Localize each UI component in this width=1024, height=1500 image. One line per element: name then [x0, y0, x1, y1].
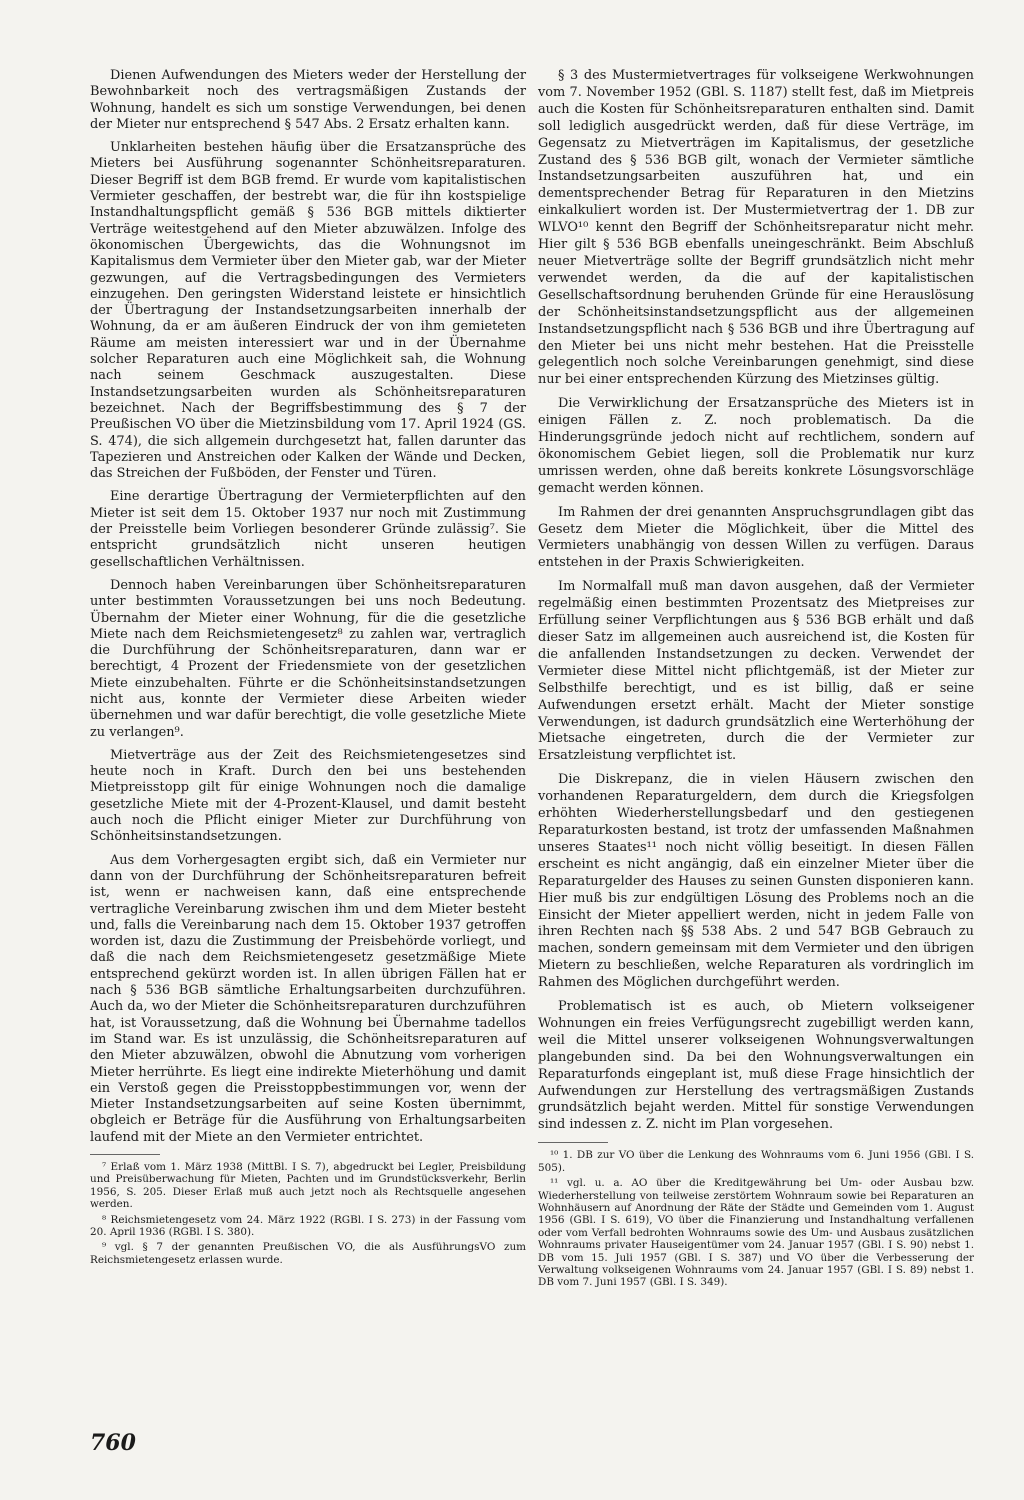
paragraph: Problematisch ist es auch, ob Mietern volkseigener Wohnungen ein freies Verfügungsrecht zugebilligt werden kann, weil die Mittel unserer volkseigenen Wohnungsverwaltungen plangebunden sind. Da bei den Wohnungsverwaltungen ein Reparaturfonds eingeplant ist, muß diese Frage hinsichtlich der Aufwendungen zur Herstellung des vertragsmäßigen Zustands grundsätzlich bejaht werden. Mittel für sonstige Verwendungen sind indessen z. Z. nicht im Plan vorgesehen. — [538, 999, 974, 1133]
paragraph: Im Rahmen der drei genannten Anspruchsgrundlagen gibt das Gesetz dem Mieter die Möglichkeit, über die Mittel des Vermieters unabhängig von dessen Willen zu verfügen. Daraus entstehen in der Praxis Schwierigkeiten. — [538, 504, 974, 571]
paragraph: Dennoch haben Vereinbarungen über Schönheitsreparaturen unter bestimmten Voraussetzungen bei uns noch Bedeutung. Übernahm der Mieter einer Wohnung, für die die gesetzliche Miete nach dem Reichsmietengesetz⁸ zu zahlen war, vertraglich die Durchführung der Schönheitsreparaturen, dann war er berechtigt, 4 Prozent der Friedensmiete von der gesetzlichen Miete einzubehalten. Führte er die Schönheitsinstandsetzungen nicht aus, konnte der Vermieter diese Arbeiten wieder übernehmen und war dafür berechtigt, die volle gesetzliche Miete zu verlangen⁹. — [90, 577, 526, 740]
right-column — [538, 68, 974, 1292]
footnote: ⁸ Reichsmietengesetz vom 24. März 1922 (RGBl. I S. 273) in der Fassung vom 20. April 1936 (RGBl. I S. 380). — [90, 1213, 526, 1239]
left-column — [90, 68, 526, 1269]
footnote: ⁷ Erlaß vom 1. März 1938 (MittBl. I S. 7), abgedruckt bei Legler, Preisbildung und Preisüberwachung für Mieten, Pachten und im Grundstücksverkehr, Berlin 1956, S. 205. Dieser Erlaß muß auch jetzt noch als Rechtsquelle angesehen werden. — [90, 1161, 526, 1211]
page-number: 760 — [90, 1430, 136, 1456]
paragraph: Dienen Aufwendungen des Mieters weder der Herstellung der Bewohnbarkeit noch des vertragsmäßigen Zustands der Wohnung, handelt es sich um sonstige Verwendungen, bei denen der Mieter nur entsprechend § 547 Abs. 2 Ersatz erhalten kann. — [90, 68, 526, 132]
footnote-divider — [90, 1154, 160, 1155]
paragraph: Im Normalfall muß man davon ausgehen, daß der Vermieter regelmäßig einen bestimmten Prozentsatz des Mietpreises zur Erfüllung seiner Verpflichtungen aus § 536 BGB erhält und daß dieser Satz im allgemeinen auch ausreichend ist, die Kosten für die anfallenden Instandsetzungen zu decken. Verwendet der Vermieter diese Mittel nicht pflichtgemäß, ist der Mieter zur Selbsthilfe berechtigt, und es ist billig, daß er seine Aufwendungen ersetzt erhält. Macht der Mieter sonstige Verwendungen, ist dadurch grundsätzlich eine Werterhöhung der Mietsache eingetreten, durch die der Vermieter zur Ersatzleistung verpflichtet ist. — [538, 579, 974, 764]
paragraph: Unklarheiten bestehen häufig über die Ersatzansprüche des Mieters bei Ausführung sogenannter Schönheitsreparaturen. Dieser Begriff ist dem BGB fremd. Er wurde vom kapitalistischen Vermieter geschaffen, der bestrebt war, die für ihn kostspielige Instandhaltungspflicht gemäß § 536 BGB mittels diktierter Verträge weitestgehend auf den Mieter abzuwälzen. Infolge des ökonomischen Übergewichts, das die Wohnungsnot im Kapitalismus dem Vermieter über den Mieter gab, war der Mieter gezwungen, auf die Vertragsbedingungen des Vermieters einzugehen. Den geringsten Widerstand leistete er hinsichtlich der Übertragung der Instandsetzungsarbeiten innerhalb der Wohnung, da er am äußeren Eindruck der von ihm gemieteten Räume am meisten interessiert war und in der Übernahme solcher Reparaturen auch eine Möglichkeit sah, die Wohnung nach seinem Geschmack auszugestalten. Diese Instandsetzungsarbeiten wurden als Schönheitsreparaturen bezeichnet. Nach der Begriffsbestimmung des § 7 der Preußischen VO über die Mietzinsbildung vom 17. April 1924 (GS. S. 474), die sich allgemein durchgesetzt hat, fallen darunter das Tapezieren und Anstreichen oder Kalken der Wände und Decken, das Streichen der Fußböden, der Fenster und Türen. — [90, 140, 526, 482]
paragraph: Mietverträge aus der Zeit des Reichsmietengesetzes sind heute noch in Kraft. Durch den bei uns bestehenden Mietpreisstopp gilt für einige Wohnungen noch die damalige gesetzliche Miete mit der 4-Prozent-Klausel, und damit besteht auch noch die Pflicht einiger Mieter zur Durchführung von Schönheitsinstandsetzungen. — [90, 747, 526, 845]
paragraph: Die Verwirklichung der Ersatzansprüche des Mieters ist in einigen Fällen z. Z. noch problematisch. Da die Hinderungsgründe jedoch nicht auf rechtlichem, sondern auf ökonomischem Gebiet liegen, soll die Problematik nur kurz umrissen werden, ohne daß bereits konkrete Lösungsvorschläge gemacht werden können. — [538, 396, 974, 496]
footnote: ⁹ vgl. § 7 der genannten Preußischen VO, die als AusführungsVO zum Reichsmietengesetz erlassen wurde. — [90, 1241, 526, 1266]
paragraph: § 3 des Mustermietvertrages für volkseigene Werkwohnungen vom 7. November 1952 (GBl. S. 1187) stellt fest, daß im Mietpreis auch die Kosten für Schönheitsreparaturen enthalten sind. Damit soll lediglich ausgedrückt werden, daß für diese Verträge, im Gegensatz zu Mietverträgen im Kapitalismus, der gesetzliche Zustand des § 536 BGB gilt, wonach der Vermieter sämtliche Instandsetzungsarbeiten auszuführen hat, und ein dementsprechender Betrag für Reparaturen in den Mietzins einkalkuliert worden ist. Der Mustermietvertrag der 1. DB zur WLVO¹⁰ kennt den Begriff der Schönheitsreparatur nicht mehr. Hier gilt § 536 BGB ebenfalls uneingeschränkt. Beim Abschluß neuer Mietverträge sollte der Begriff grundsätzlich nicht mehr verwendet werden, da die auf der kapitalistischen Gesellschaftsordnung beruhenden Gründe für eine Herauslösung der Schönheitsinstandsetzungspflicht aus der allgemeinen Instandsetzungspflicht nach § 536 BGB und ihre Übertragung auf den Mieter bei uns nicht mehr bestehen. Hat die Preisstelle gelegentlich noch solche Vereinbarungen genehmigt, sind diese nur bei einer entsprechenden Kürzung des Mietzinses gültig. — [538, 68, 974, 388]
footnote: ¹⁰ 1. DB zur VO über die Lenkung des Wohnraums vom 6. Juni 1956 (GBl. I S. 505). — [538, 1149, 974, 1174]
paragraph: Eine derartige Übertragung der Vermieterpflichten auf den Mieter ist seit dem 15. Oktober 1937 nur noch mit Zustimmung der Preisstelle beim Vorliegen besonderer Gründe zulässig⁷. Sie entspricht grundsätzlich nicht unseren heutigen gesellschaftlichen Verhältnissen. — [90, 489, 526, 570]
footnote-divider — [538, 1142, 608, 1143]
footnote: ¹¹ vgl. u. a. AO über die Kreditgewährung bei Um- oder Ausbau bzw. Wiederherstellung von teilweise zerstörtem Wohnraum sowie bei Reparaturen an Wohnhäusern auf Anordnung der Räte der Städte und Gemeinden vom 1. August 1956 (GBl. I S. 619), VO über die Finanzierung und Instandhaltung verfallenen oder vom Verfall bedrohten Wohnraums sowie des Um- und Ausbaus zusätzlichen Wohnraums privater Hauseigentümer vom 24. Januar 1957 (GBl. I S. 90) nebst 1. DB vom 15. Juli 1957 (GBl. I S. 387) und VO über die Verbesserung der Verwaltung volkseigenen Wohnraums vom 24. Januar 1957 (GBl. I S. 89) nebst 1. DB vom 7. Juni 1957 (GBl. I S. 349). — [538, 1177, 974, 1289]
paragraph: Die Diskrepanz, die in vielen Häusern zwischen den vorhandenen Reparaturgeldern, dem durch die Kriegsfolgen erhöhten Wiederherstellungsbedarf und den gestiegenen Reparaturkosten bestand, ist trotz der umfassenden Maßnahmen unseres Staates¹¹ noch nicht völlig beseitigt. In diesen Fällen erscheint es nicht angängig, daß ein einzelner Mieter über die Reparaturgelder des Hauses zu seinen Gunsten disponieren kann. Hier muß bis zur endgültigen Lösung des Problems noch an die Einsicht der Mieter appelliert werden, nicht in jedem Falle von ihren Rechten nach §§ 538 Abs. 2 und 547 BGB Gebrauch zu machen, sondern gemeinsam mit dem Vermieter und den übrigen Mietern zu beschließen, welche Reparaturen als vordringlich im Rahmen des Möglichen durchgeführt werden. — [538, 772, 974, 991]
paragraph: Aus dem Vorhergesagten ergibt sich, daß ein Vermieter nur dann von der Durchführung der Schönheitsreparaturen befreit ist, wenn er nachweisen kann, daß eine entsprechende vertragliche Vereinbarung zwischen ihm und dem Mieter besteht und, falls die Vereinbarung nach dem 15. Oktober 1937 getroffen worden ist, dazu die Zustimmung der Preisbehörde vorliegt, und daß die nach dem Reichsmietengesetz gesetzmäßige Miete entsprechend gekürzt worden ist. In allen übrigen Fällen hat er nach § 536 BGB sämtliche Erhaltungsarbeiten durchzuführen. Auch da, wo der Mieter die Schönheitsreparaturen durchzuführen hat, ist Voraussetzung, daß die Wohnung bei Übernahme tadellos im Stand war. Es ist unzulässig, die Schönheitsreparaturen auf den Mieter abzuwälzen, obwohl die Abnutzung vom vorherigen Mieter herrührte. Es liegt eine indirekte Mieterhöhung und damit ein Verstoß gegen die Preisstoppbestimmungen vor, wenn der Mieter Instandsetzungsarbeiten auf seine Kosten übernimmt, obgleich er Beträge für die Ausführung von Erhaltungsarbeiten laufend mit der Miete an den Vermieter entrichtet. — [90, 852, 526, 1145]
